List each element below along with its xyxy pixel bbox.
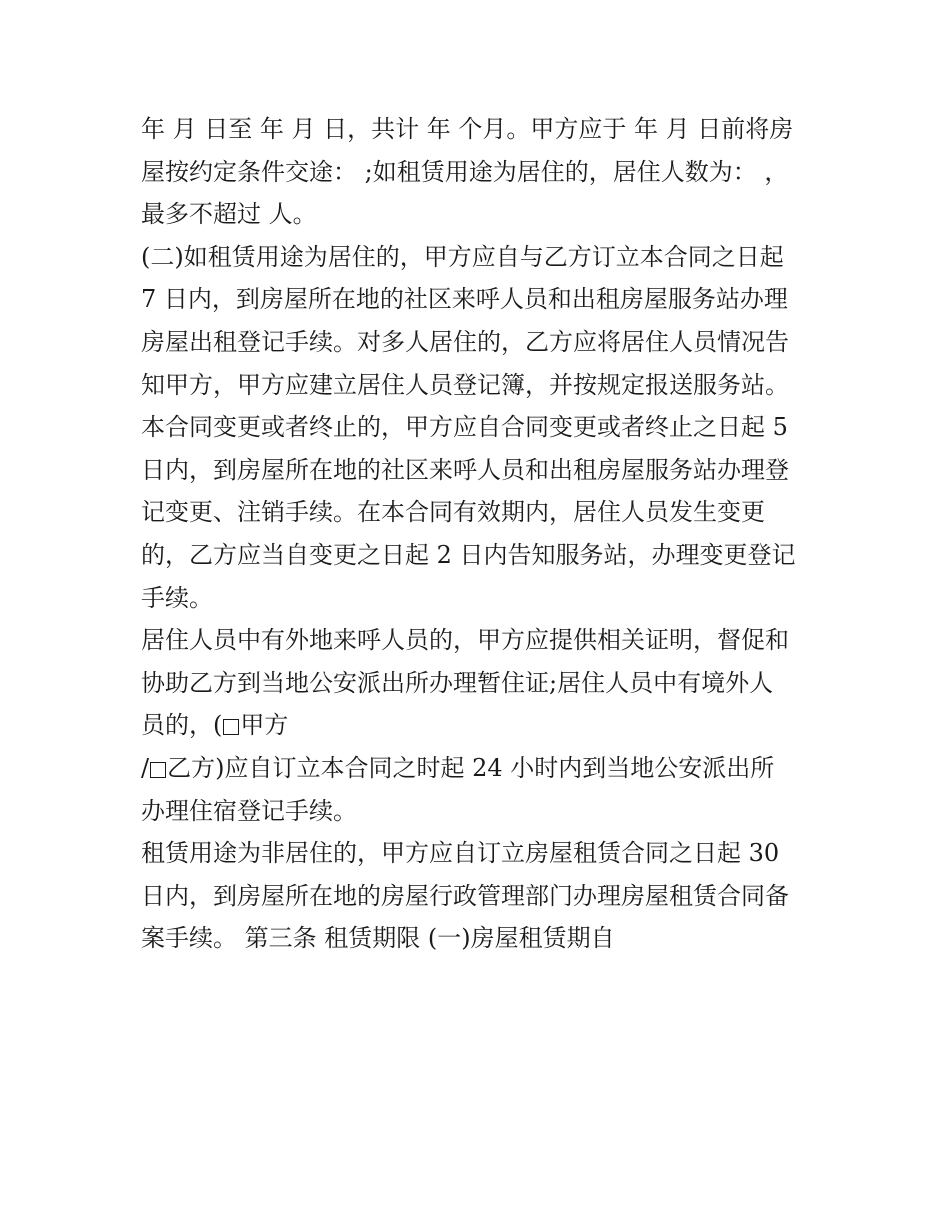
text-line: 的，乙方应当自变更之日起 2 日内告知服务站，办理变更登记: [141, 540, 796, 569]
text-line: 屋按约定条件交途： ;如租赁用途为居住的，居住人数为： ，: [141, 157, 789, 186]
text-line: 知甲方，甲方应建立居住人员登记簿，并按规定报送服务站。: [141, 370, 789, 399]
text-line: 日内，到房屋所在地的房屋行政管理部门办理房屋租赁合同备: [141, 881, 789, 910]
contract-text: [141, 108, 831, 960]
text-line: 协助乙方到当地公安派出所办理暂住证;居住人员中有境外人: [141, 668, 774, 697]
line-text-before: /: [141, 753, 150, 782]
text-line: 居住人员中有外地来呼人员的，甲方应提供相关证明，督促和: [141, 626, 789, 655]
text-line: 本合同变更或者终止的，甲方应自合同变更或者终止之日起 5: [141, 413, 788, 442]
text-line: 房屋出租登记手续。对多人居住的，乙方应将居住人员情况告: [141, 327, 789, 356]
line-text-after: 甲方: [240, 711, 289, 740]
text-line: 7 日内，到房屋所在地的社区来呼人员和出租房屋服务站办理: [141, 285, 788, 314]
text-line: 年 月 日至 年 月 日，共计 年 个月。甲方应于 年 月 日前将房: [141, 115, 794, 143]
line-text-before: 员的，(: [141, 711, 223, 740]
line-text-after: 乙方)应自订立本合同之时起 24 小时内到当地公安派出所: [167, 753, 775, 782]
text-line: 案手续。 第三条 租赁期限 (一)房屋租赁期自: [141, 924, 615, 953]
text-line-with-checkbox: [141, 747, 831, 790]
party-b-checkbox[interactable]: [150, 762, 166, 778]
text-line: 手续。: [141, 583, 213, 612]
text-line: 办理住宿登记手续。: [141, 796, 357, 825]
text-line: (二)如租赁用途为居住的，甲方应自与乙方订立本合同之日起: [141, 242, 784, 271]
text-line-with-checkbox: [141, 704, 831, 747]
text-line: 租赁用途为非居住的，甲方应自订立房屋租赁合同之日起 30: [141, 839, 780, 868]
party-a-checkbox[interactable]: [223, 719, 239, 735]
text-line: 记变更、注销手续。在本合同有效期内，居住人员发生变更: [141, 498, 765, 527]
text-line: 日内，到房屋所在地的社区来呼人员和出租房屋服务站办理登: [141, 455, 789, 484]
text-line: 最多不超过 人。: [141, 200, 317, 229]
